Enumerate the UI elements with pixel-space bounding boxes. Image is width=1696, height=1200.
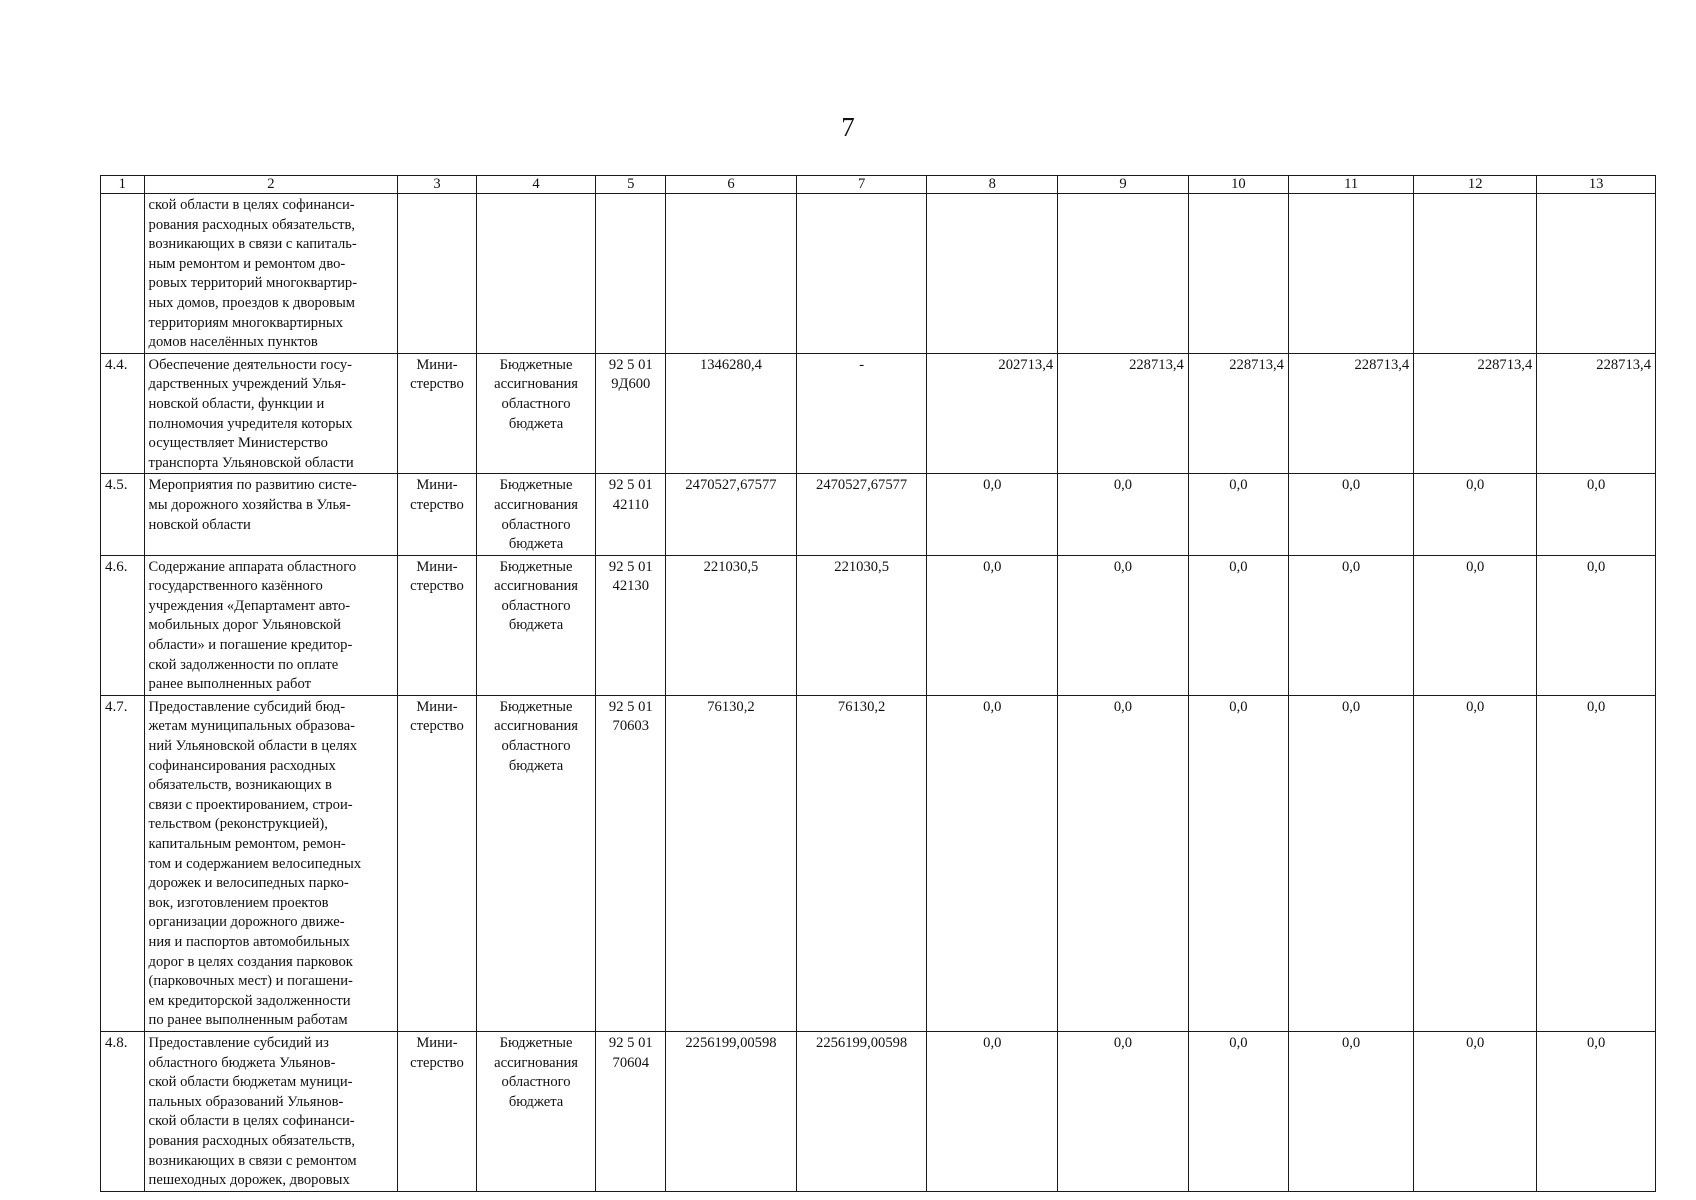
- row-value-col-10: 0,0: [1188, 695, 1288, 1031]
- row-funding-source: Бюджетные ассигнования областного бюджета: [476, 474, 596, 555]
- table-row: [101, 1031, 1656, 1191]
- row-value-col-11: 0,0: [1288, 474, 1413, 555]
- row-executor: Мини- стерство: [398, 474, 476, 555]
- row-description: [144, 695, 398, 1031]
- row-value-col-8: 0,0: [927, 695, 1058, 1031]
- row-description: [144, 1031, 398, 1191]
- row-budget-code: 92 5 01 42110: [596, 474, 666, 555]
- description-line: учреждения «Департамент авто-: [148, 597, 351, 614]
- row-value-col-7: 2256199,00598: [796, 1031, 927, 1191]
- row-value-col-9: 228713,4: [1058, 353, 1189, 474]
- row-number: 4.7.: [101, 695, 145, 1031]
- row-budget-code: 92 5 01 70604: [596, 1031, 666, 1191]
- row-value-col-10: [1188, 194, 1288, 354]
- row-funding-source: Бюджетные ассигнования областного бюджета: [476, 695, 596, 1031]
- row-value-col-7: [796, 194, 927, 354]
- column-header-11: 11: [1288, 176, 1413, 194]
- row-value-col-7: -: [796, 353, 927, 474]
- column-header-12: 12: [1414, 176, 1537, 194]
- description-line: дарственных учреждений Улья-: [148, 376, 346, 393]
- description-line: государственного казённого: [148, 578, 323, 595]
- description-line: полномочия учредителя которых: [148, 415, 353, 432]
- description-line: новской области: [148, 516, 251, 533]
- row-value-col-8: 0,0: [927, 1031, 1058, 1191]
- description-line: территориям многоквартирных: [148, 314, 344, 331]
- description-line: ем кредиторской задолженности: [148, 992, 351, 1009]
- description-line: капитальным ремонтом, ремон-: [148, 836, 346, 852]
- description-line: дорожек и велосипедных парко-: [148, 875, 349, 892]
- description-line: осуществляет Министерство: [148, 435, 328, 452]
- header-row: [101, 176, 1656, 194]
- description-line: софинансирования расходных: [148, 757, 336, 774]
- row-funding-source: Бюджетные ассигнования областного бюджета: [476, 353, 596, 474]
- row-value-col-7: 221030,5: [796, 555, 927, 695]
- row-executor: Мини- стерство: [398, 353, 476, 474]
- row-value-col-7: 76130,2: [796, 695, 927, 1031]
- description-line: возникающих в связи с капиталь-: [148, 236, 357, 253]
- row-description: [144, 194, 398, 354]
- column-header-7: 7: [796, 176, 927, 194]
- row-value-col-13: 0,0: [1537, 1031, 1656, 1191]
- row-value-col-6: [666, 194, 797, 354]
- description-line: ным ремонтом и ремонтом дво-: [148, 255, 346, 272]
- row-funding-source: [476, 194, 596, 354]
- row-description: [144, 474, 398, 555]
- description-line: Обеспечение деятельности госу-: [148, 356, 353, 373]
- description-line: новской области, функции и: [148, 395, 325, 412]
- row-value-col-12: 0,0: [1414, 1031, 1537, 1191]
- description-line: рования расходных обязательств,: [148, 1132, 356, 1149]
- row-value-col-9: 0,0: [1058, 474, 1189, 555]
- description-line: Предоставление субсидий бюд-: [148, 698, 346, 715]
- row-value-col-12: 0,0: [1414, 474, 1537, 555]
- row-value-col-13: 0,0: [1537, 695, 1656, 1031]
- row-value-col-11: 0,0: [1288, 695, 1413, 1031]
- row-value-col-11: [1288, 194, 1413, 354]
- row-value-col-10: 0,0: [1188, 474, 1288, 555]
- row-executor: Мини- стерство: [398, 1031, 476, 1191]
- row-value-col-6: 76130,2: [666, 695, 797, 1031]
- row-executor: [398, 194, 476, 354]
- row-value-col-9: 0,0: [1058, 555, 1189, 695]
- row-value-col-9: 0,0: [1058, 695, 1189, 1031]
- description-line: области» и погашение кредитор-: [148, 637, 353, 654]
- row-budget-code: [596, 194, 666, 354]
- row-description: [144, 555, 398, 695]
- description-line: ния и паспортов автомобильных: [148, 933, 350, 950]
- row-value-col-8: 202713,4: [927, 353, 1058, 474]
- row-value-col-10: 0,0: [1188, 555, 1288, 695]
- column-header-5: 5: [596, 176, 666, 194]
- row-value-col-6: 1346280,4: [666, 353, 797, 474]
- description-line: Мероприятия по развитию систе-: [148, 477, 357, 494]
- description-line: ской области в целях софинанси-: [148, 1113, 355, 1130]
- description-line: тельством (реконструкцией),: [148, 816, 328, 833]
- row-value-col-12: 0,0: [1414, 555, 1537, 695]
- row-executor: Мини- стерство: [398, 695, 476, 1031]
- row-value-col-9: 0,0: [1058, 1031, 1189, 1191]
- description-line: ровых территорий многоквартир-: [148, 275, 358, 292]
- row-value-col-8: 0,0: [927, 474, 1058, 555]
- table-row: [101, 474, 1656, 555]
- row-description: [144, 353, 398, 474]
- table-row: [101, 353, 1656, 474]
- description-line: связи с проектированием, строи-: [148, 796, 353, 813]
- description-line: том и содержанием велосипедных: [148, 855, 362, 872]
- description-line: рования расходных обязательств,: [148, 216, 356, 233]
- row-number: 4.6.: [101, 555, 145, 695]
- description-line: ской задолженности по оплате: [148, 656, 339, 673]
- row-executor: Мини- стерство: [398, 555, 476, 695]
- description-line: ской области в целях софинанси-: [148, 197, 355, 213]
- description-line: пальных образований Ульянов-: [148, 1093, 344, 1110]
- row-value-col-7: 2470527,67577: [796, 474, 927, 555]
- row-value-col-11: 0,0: [1288, 555, 1413, 695]
- row-value-col-9: [1058, 194, 1189, 354]
- description-line: ранее выполненных работ: [148, 676, 311, 693]
- description-line: ской области бюджетам муници-: [148, 1074, 353, 1091]
- description-line: мобильных дорог Ульяновской: [148, 617, 341, 634]
- column-header-10: 10: [1188, 176, 1288, 194]
- column-header-9: 9: [1058, 176, 1189, 194]
- page-number: 7: [841, 112, 855, 142]
- row-value-col-6: 2470527,67577: [666, 474, 797, 555]
- description-line: ний Ульяновской области в целях: [148, 738, 358, 755]
- row-value-col-8: 0,0: [927, 555, 1058, 695]
- row-value-col-13: 228713,4: [1537, 353, 1656, 474]
- description-line: Содержание аппарата областного: [148, 558, 357, 575]
- table-row: [101, 695, 1656, 1031]
- column-header-13: 13: [1537, 176, 1656, 194]
- description-line: жетам муниципальных образова-: [148, 718, 356, 735]
- description-line: Предоставление субсидий из: [148, 1034, 329, 1051]
- row-value-col-11: 0,0: [1288, 1031, 1413, 1191]
- description-line: пешеходных дорожек, дворовых: [148, 1172, 350, 1189]
- row-number: 4.4.: [101, 353, 145, 474]
- row-value-col-11: 228713,4: [1288, 353, 1413, 474]
- row-number: 4.5.: [101, 474, 145, 555]
- row-value-col-10: 228713,4: [1188, 353, 1288, 474]
- row-funding-source: Бюджетные ассигнования областного бюджета: [476, 555, 596, 695]
- column-header-4: 4: [476, 176, 596, 194]
- row-value-col-12: 228713,4: [1414, 353, 1537, 474]
- column-header-8: 8: [927, 176, 1058, 194]
- row-value-col-8: [927, 194, 1058, 354]
- description-line: мы дорожного хозяйства в Улья-: [148, 496, 351, 513]
- description-line: вок, изготовлением проектов: [148, 894, 329, 911]
- budget-table: [100, 175, 1656, 1192]
- row-value-col-12: 0,0: [1414, 695, 1537, 1031]
- row-number: [101, 194, 145, 354]
- row-value-col-12: [1414, 194, 1537, 354]
- column-header-3: 3: [398, 176, 476, 194]
- row-value-col-13: 0,0: [1537, 474, 1656, 555]
- description-line: возникающих в связи с ремонтом: [148, 1152, 357, 1169]
- description-line: организации дорожного движе-: [148, 914, 345, 931]
- row-budget-code: 92 5 01 42130: [596, 555, 666, 695]
- description-line: по ранее выполненным работам: [148, 1012, 348, 1029]
- description-line: обязательств, возникающих в: [148, 777, 332, 794]
- row-budget-code: 92 5 01 9Д600: [596, 353, 666, 474]
- description-line: (парковочных мест) и погашени-: [148, 973, 353, 990]
- description-line: дорог в целях создания парковок: [148, 953, 353, 970]
- table-row: [101, 555, 1656, 695]
- column-header-2: 2: [144, 176, 398, 194]
- description-line: ных домов, проездов к дворовым: [148, 294, 356, 311]
- row-funding-source: Бюджетные ассигнования областного бюджета: [476, 1031, 596, 1191]
- column-header-1: 1: [101, 176, 145, 194]
- table-row: [101, 194, 1656, 354]
- row-value-col-6: 2256199,00598: [666, 1031, 797, 1191]
- row-value-col-6: 221030,5: [666, 555, 797, 695]
- row-number: 4.8.: [101, 1031, 145, 1191]
- row-value-col-13: 0,0: [1537, 555, 1656, 695]
- description-line: транспорта Ульяновской области: [148, 454, 354, 471]
- row-value-col-10: 0,0: [1188, 1031, 1288, 1191]
- description-line: домов населённых пунктов: [148, 334, 318, 351]
- row-value-col-13: [1537, 194, 1656, 354]
- column-header-6: 6: [666, 176, 797, 194]
- row-budget-code: 92 5 01 70603: [596, 695, 666, 1031]
- description-line: областного бюджета Ульянов-: [148, 1054, 336, 1071]
